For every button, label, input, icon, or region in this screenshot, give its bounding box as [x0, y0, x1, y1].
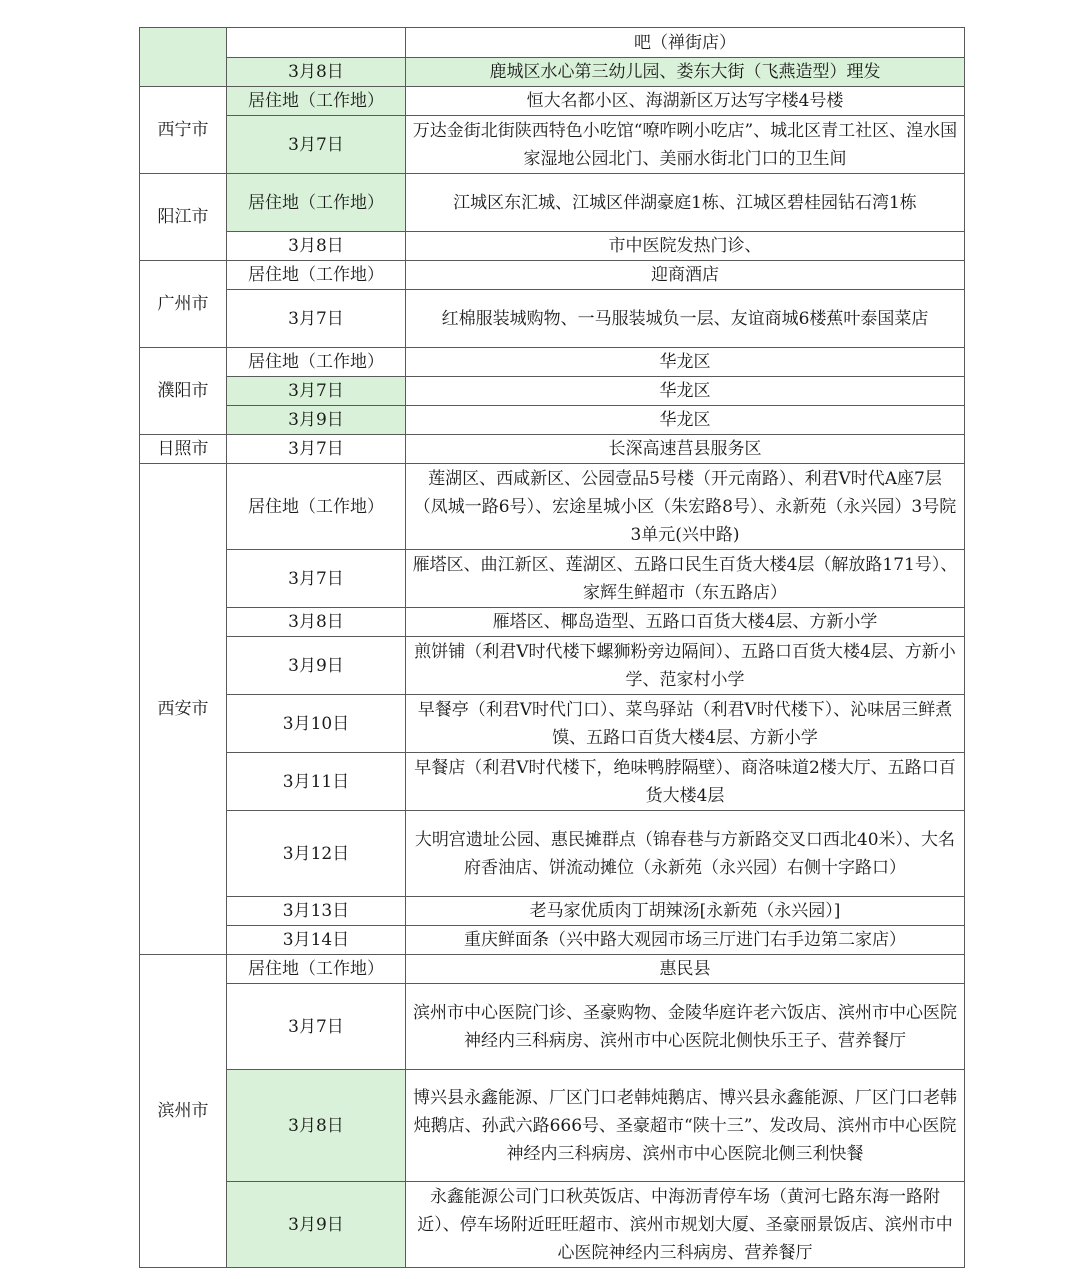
- date-cell: 3月7日: [227, 984, 406, 1070]
- city-cell: 广州市: [140, 261, 227, 348]
- date-cell: 3月8日: [227, 1070, 406, 1182]
- location-detail-cell: 滨州市中心医院门诊、圣豪购物、金陵华庭许老六饭店、滨州市中心医院神经内三科病房、滨州市中心医院北侧快乐王子、营养餐厅: [406, 984, 965, 1070]
- table-row: [140, 261, 965, 290]
- table-row: [140, 87, 965, 116]
- table-row: [140, 637, 965, 695]
- date-cell: 3月12日: [227, 811, 406, 897]
- date-cell: 3月9日: [227, 406, 406, 435]
- date-cell: 3月7日: [227, 290, 406, 348]
- table-row: [140, 695, 965, 753]
- location-detail-cell: 早餐店（利君V时代楼下，绝味鸭脖隔壁）、商洛味道2楼大厅、五路口百货大楼4层: [406, 753, 965, 811]
- location-detail-cell: 华龙区: [406, 406, 965, 435]
- location-detail-cell: 老马家优质肉丁胡辣汤[永新苑（永兴园）]: [406, 897, 965, 926]
- date-cell: 3月7日: [227, 377, 406, 406]
- table-row: [140, 897, 965, 926]
- location-detail-cell: 雁塔区、曲江新区、莲湖区、五路口民生百货大楼4层（解放路171号）、家辉生鲜超市（东五路店）: [406, 550, 965, 608]
- date-cell: 3月13日: [227, 897, 406, 926]
- table-row: [140, 290, 965, 348]
- table-row: [140, 1182, 965, 1268]
- location-detail-cell: 鹿城区水心第三幼儿园、娄东大街（飞燕造型）理发: [406, 58, 965, 87]
- table-row: [140, 955, 965, 984]
- date-cell: 3月7日: [227, 116, 406, 174]
- table-row: [140, 348, 965, 377]
- table-row: [140, 811, 965, 897]
- table-row: [140, 435, 965, 464]
- date-cell: 居住地（工作地）: [227, 464, 406, 550]
- location-detail-cell: 雁塔区、椰岛造型、五路口百货大楼4层、方新小学: [406, 608, 965, 637]
- date-cell: 3月14日: [227, 926, 406, 955]
- table-row: [140, 116, 965, 174]
- city-cell: 西安市: [140, 464, 227, 955]
- city-cell: 西宁市: [140, 87, 227, 174]
- date-cell: 居住地（工作地）: [227, 87, 406, 116]
- location-detail-cell: 万达金街北街陕西特色小吃馆“嘹咋咧小吃店”、城北区青工社区、湟水国家湿地公园北门、美丽水街北门口的卫生间: [406, 116, 965, 174]
- location-detail-cell: 恒大名都小区、海湖新区万达写字楼4号楼: [406, 87, 965, 116]
- table-row: [140, 232, 965, 261]
- location-detail-cell: 惠民县: [406, 955, 965, 984]
- location-detail-cell: 华龙区: [406, 348, 965, 377]
- date-cell: 3月9日: [227, 637, 406, 695]
- date-cell: 居住地（工作地）: [227, 261, 406, 290]
- table-row: [140, 28, 965, 58]
- location-detail-cell: 长深高速莒县服务区: [406, 435, 965, 464]
- table-row: [140, 58, 965, 87]
- table-row: [140, 984, 965, 1070]
- date-cell: 3月10日: [227, 695, 406, 753]
- date-cell: 3月9日: [227, 1182, 406, 1268]
- date-cell: 3月7日: [227, 435, 406, 464]
- city-cell: 滨州市: [140, 955, 227, 1268]
- date-cell: 3月11日: [227, 753, 406, 811]
- trace-table: [139, 27, 965, 1268]
- location-detail-cell: 市中医院发热门诊、: [406, 232, 965, 261]
- table-row: [140, 377, 965, 406]
- date-cell: 3月8日: [227, 232, 406, 261]
- table-row: [140, 753, 965, 811]
- date-cell: 居住地（工作地）: [227, 348, 406, 377]
- location-detail-cell: 煎饼铺（利君V时代楼下螺狮粉旁边隔间）、五路口百货大楼4层、方新小学、范家村小学: [406, 637, 965, 695]
- location-detail-cell: 迎商酒店: [406, 261, 965, 290]
- table-row: [140, 608, 965, 637]
- date-cell: 居住地（工作地）: [227, 174, 406, 232]
- location-detail-cell: 莲湖区、西咸新区、公园壹品5号楼（开元南路）、利君V时代A座7层（凤城一路6号）、宏途星城小区（朱宏路8号）、永新苑（永兴园）3号院3单元(兴中路): [406, 464, 965, 550]
- table-row: [140, 174, 965, 232]
- city-cell: 阳江市: [140, 174, 227, 261]
- location-detail-cell: 大明宫遗址公园、惠民摊群点（锦春巷与方新路交叉口西北40米）、大名府香油店、饼流动摊位（永新苑（永兴园）右侧十字路口）: [406, 811, 965, 897]
- table-row: [140, 1070, 965, 1182]
- table-row: [140, 550, 965, 608]
- city-cell: [140, 28, 227, 87]
- date-cell: [227, 28, 406, 58]
- city-cell: 濮阳市: [140, 348, 227, 435]
- location-detail-cell: 华龙区: [406, 377, 965, 406]
- location-detail-cell: 江城区东汇城、江城区伴湖豪庭1栋、江城区碧桂园钻石湾1栋: [406, 174, 965, 232]
- date-cell: 3月7日: [227, 550, 406, 608]
- location-detail-cell: 重庆鲜面条（兴中路大观园市场三厅进门右手边第二家店）: [406, 926, 965, 955]
- city-cell: 日照市: [140, 435, 227, 464]
- date-cell: 3月8日: [227, 58, 406, 87]
- table-row: [140, 926, 965, 955]
- table-row: [140, 464, 965, 550]
- date-cell: 3月8日: [227, 608, 406, 637]
- location-detail-cell: 早餐亭（利君V时代门口）、菜鸟驿站（利君V时代楼下）、沁味居三鲜煮馍、五路口百货大楼4层、方新小学: [406, 695, 965, 753]
- location-detail-cell: 红棉服装城购物、一马服装城负一层、友谊商城6楼蕉叶泰国菜店: [406, 290, 965, 348]
- location-detail-cell: 吧（禅街店）: [406, 28, 965, 58]
- location-detail-cell: 博兴县永鑫能源、厂区门口老韩炖鹅店、博兴县永鑫能源、厂区门口老韩炖鹅店、孙武六路666号、圣豪超市“陕十三”、发改局、滨州市中心医院神经内三科病房、滨州市中心医院北侧三利快餐: [406, 1070, 965, 1182]
- date-cell: 居住地（工作地）: [227, 955, 406, 984]
- table-row: [140, 406, 965, 435]
- location-detail-cell: 永鑫能源公司门口秋英饭店、中海沥青停车场（黄河七路东海一路附近）、停车场附近旺旺超市、滨州市规划大厦、圣豪丽景饭店、滨州市中心医院神经内三科病房、营养餐厅: [406, 1182, 965, 1268]
